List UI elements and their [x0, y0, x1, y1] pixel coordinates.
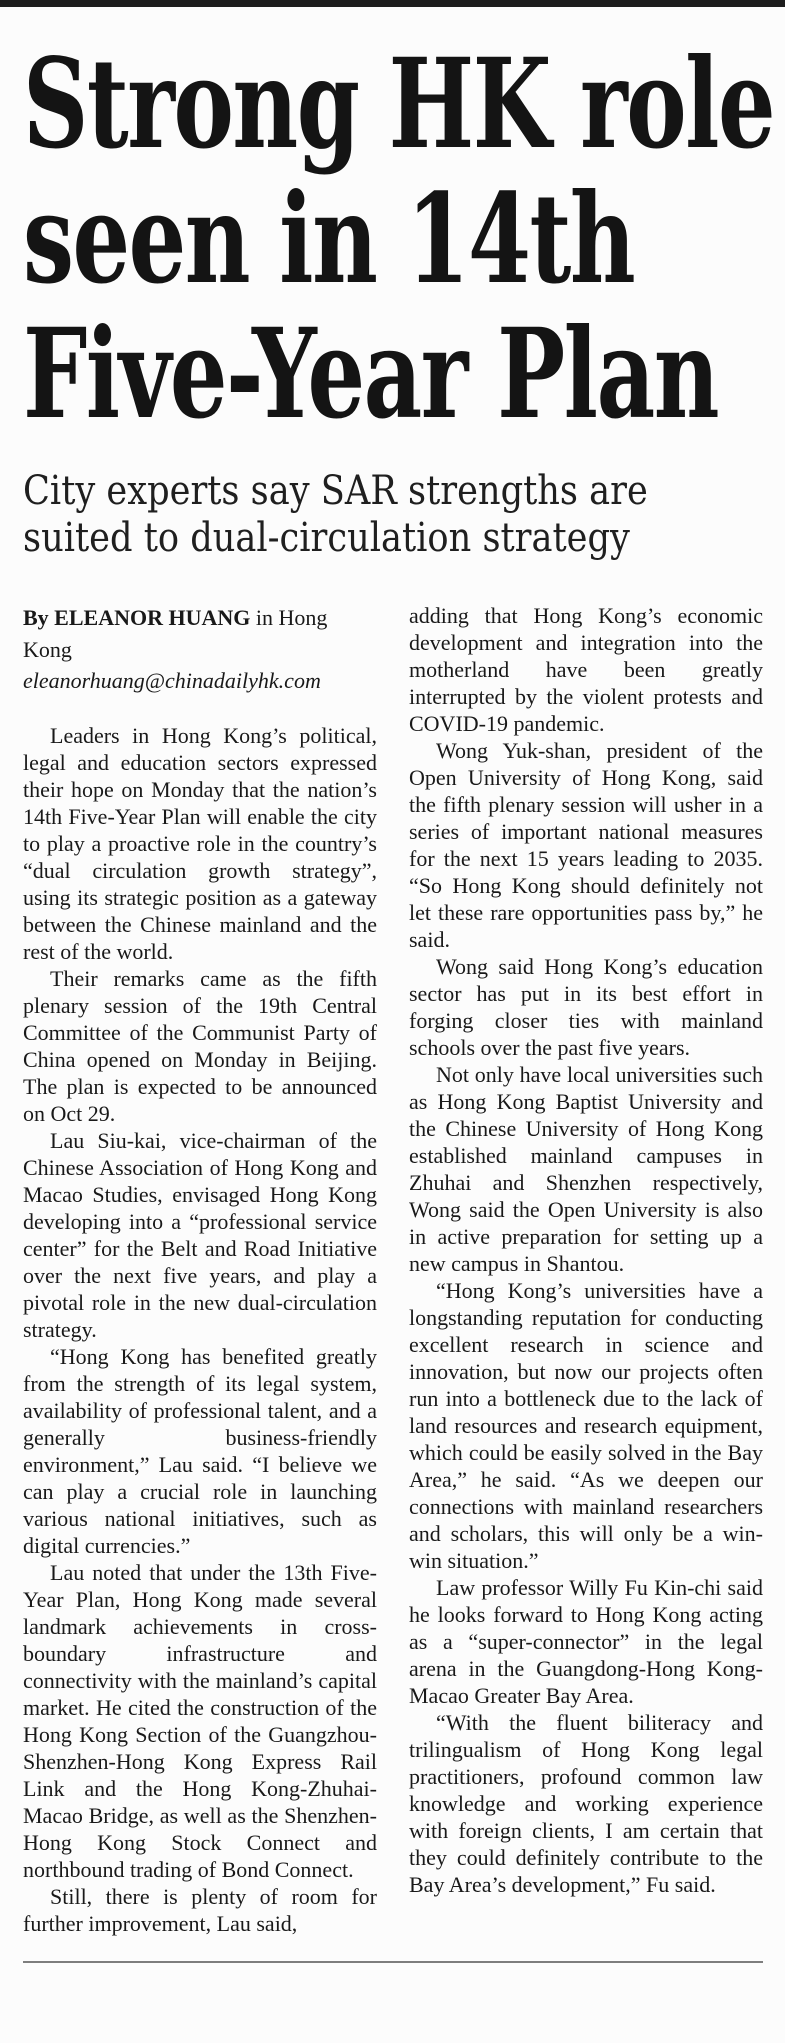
article-headline — [23, 32, 775, 447]
paragraph: “Hong Kong’s universities have a longstanding reputation for conducting excellent research in science and innovation, but now our projects often run into a bottleneck due to the lack of land resources and research equipment, which could be easily solved in the Bay Area,” he said. “As we deepen our connections with mainland researchers and scholars, this will only be a win-win situation.” — [409, 1278, 763, 1573]
byline-location: in Hong Kong — [23, 605, 328, 662]
paragraph: “Hong Kong has benefited greatly from the strength of its legal system, availability of professional talent, and a generally business-friendly environment,” Lau said. “I believe we can play a crucial role in launching various national initiatives, such as digital currencies.” — [23, 1344, 377, 1558]
paragraph: Their remarks came as the fifth plenary session of the 19th Central Committee of the Communist Party of China opened on Monday in Beijing. The plan is expected to be announced on Oct 29. — [23, 966, 377, 1126]
paragraph-continuation: adding that Hong Kong’s economic development and integration into the motherland have been greatly interrupted by the violent protests and COVID-19 pandemic. — [409, 603, 763, 736]
paragraph: Still, there is plenty of room for further improvement, Lau said, — [23, 1884, 377, 1936]
paragraph: Leaders in Hong Kong’s political, legal and education sectors expressed their hope on Monday that the nation’s 14th Five-Year Plan will enable the city to play a proactive role in the country’s “dual circulation growth strategy”, using its strategic position as a gateway between the Chinese mainland and the rest of the world. — [23, 723, 377, 964]
subheadline-line-2: suited to dual-circulation strategy — [23, 515, 630, 561]
section-divider — [23, 1961, 763, 1963]
article-subheadline — [23, 468, 763, 562]
article-body — [23, 602, 763, 1937]
paragraph: Law professor Willy Fu Kin-chi said he looks forward to Hong Kong acting as a “super-connector” in the legal arena in the Guangdong-Hong Kong-Macao Greater Bay Area. — [409, 1575, 763, 1708]
paragraph: Not only have local universities such as Hong Kong Baptist University and the Chinese University of Hong Kong established mainland campuses in Zhuhai and Shenzhen respectively, Wong said the Open University is also in active preparation for setting up a new campus in Shantou. — [409, 1062, 763, 1276]
paragraph: Wong said Hong Kong’s education sector has put in its best effort in forging closer ties with mainland schools over the past five years. — [409, 954, 763, 1060]
column-right — [409, 602, 763, 1937]
paragraph: Wong Yuk-shan, president of the Open University of Hong Kong, said the fifth plenary session will usher in a series of important national measures for the next 15 years leading to 2035. “So Hong Kong should definitely not let these rare opportunities pass by,” he said. — [409, 738, 763, 952]
subheadline-line-1: City experts say SAR strengths are — [23, 468, 648, 514]
paragraph: Lau noted that under the 13th Five-Year Plan, Hong Kong made several landmark achievements in cross-boundary infrastructure and connectivity with the mainland’s capital market. He cited the construction of the Hong Kong Section of the Guangzhou-Shenzhen-Hong Kong Express Rail Link and the Hong Kong-Zhuhai-Macao Bridge, as well as the Shenzhen-Hong Kong Stock Connect and northbound trading of Bond Connect. — [23, 1560, 377, 1882]
article — [0, 32, 785, 1963]
headline-line-1: Strong HK role — [23, 32, 775, 177]
headline-line-3: Five-Year Plan — [23, 302, 719, 447]
paragraph: “With the fluent biliteracy and trilingualism of Hong Kong legal practitioners, profound common law knowledge and working experience with foreign clients, I am certain that they could definitely contribute to the Bay Area’s development,” Fu said. — [409, 1710, 763, 1897]
column-left — [23, 602, 377, 1937]
byline-author: By ELEANOR HUANG — [23, 605, 251, 630]
headline-line-2: seen in 14th — [23, 167, 635, 312]
page-top-border — [0, 0, 785, 7]
byline-email: eleanorhuang@chinadailyhk.com — [23, 668, 321, 693]
byline — [23, 602, 377, 666]
paragraph: Lau Siu-kai, vice-chairman of the Chinese Association of Hong Kong and Macao Studies, envisaged Hong Kong developing into a “professional service center” for the Belt and Road Initiative over the next five years, and play a pivotal role in the new dual-circulation strategy. — [23, 1128, 377, 1342]
